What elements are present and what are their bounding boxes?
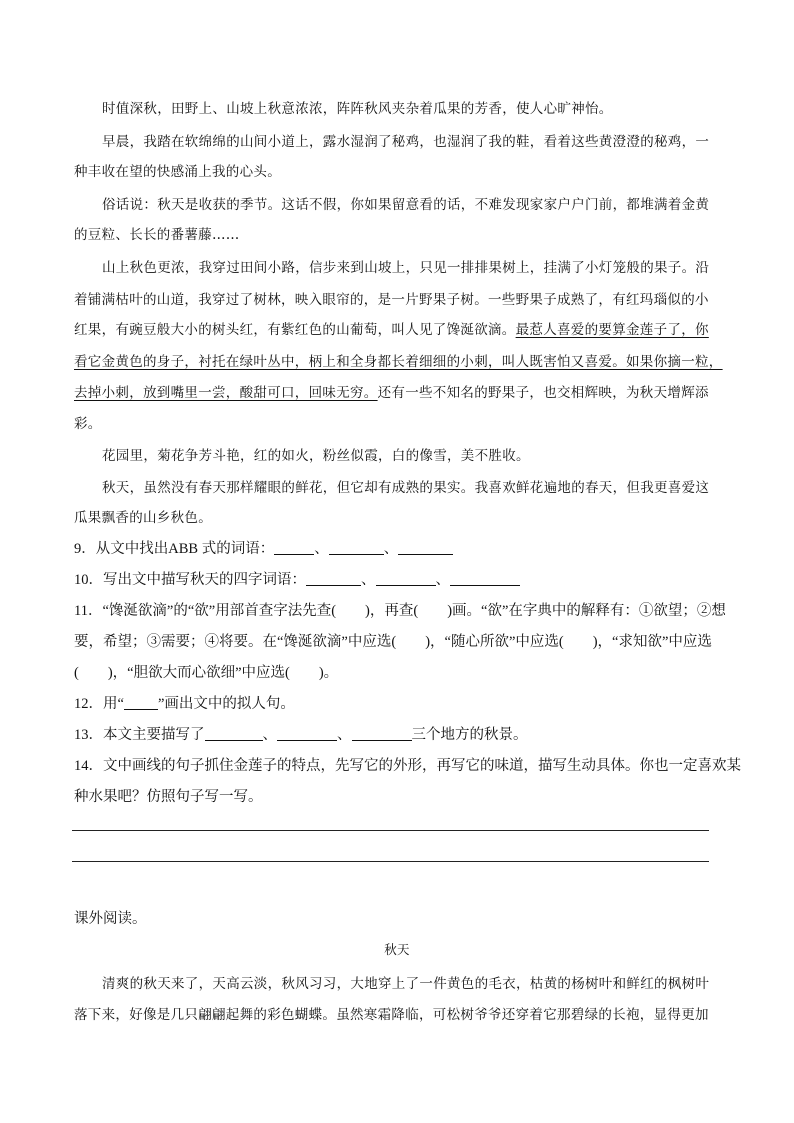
answer-writing-line[interactable] (72, 830, 709, 831)
answer-blank[interactable] (450, 571, 520, 586)
answer-blank[interactable] (274, 540, 314, 555)
underlined-sentence: 看它金黄色的身子，衬托在绿叶丛中，柄上和全身都长着细细的小刺，叫人既害怕又喜爱。如果你摘一粒， (74, 354, 723, 370)
separator: 、 (435, 572, 450, 588)
article-line-2: 落下来，好像是几只翩翩起舞的彩色蝴蝶。虽然寒霜降临，可松树爷爷还穿着它那碧绿的长袍，显得更加 (74, 1007, 709, 1023)
article-line-1: 清爽的秋天来了，天高云淡，秋风习习，大地穿上了一件黄色的毛衣，枯黄的杨树叶和鲜红的枫树叶 (102, 976, 710, 992)
question-13-text: 三个地方的秋景。 (411, 727, 528, 743)
passage-paragraph-4-line-4 (74, 350, 734, 370)
answer-blank[interactable] (352, 726, 412, 741)
question-9 (74, 537, 734, 558)
passage-text: 红果，有豌豆般大小的树头红，有紫红色的山葡萄，叫人见了馋涎欲滴。 (74, 322, 516, 338)
answer-writing-line[interactable] (72, 861, 709, 862)
passage-paragraph-6-line-1: 秋天，虽然没有春天那样耀眼的鲜花，但它却有成熟的果实。我喜欢鲜花遍地的春天，但我更喜爱这 (102, 480, 710, 496)
passage-paragraph-5: 花园里，菊花争芳斗艳，红的如火，粉丝似霞，白的像雪，美不胜收。 (102, 448, 530, 464)
question-12-text: ”画出文中的拟人句。 (157, 696, 295, 712)
answer-blank[interactable] (398, 540, 453, 555)
answer-blank[interactable] (329, 540, 384, 555)
passage-paragraph-4-line-2: 着铺满枯叶的山道，我穿过了树林，映入眼帘的，是一片野果子树。一些野果子成熟了，有红玛瑙似的小 (74, 292, 709, 308)
separator: 、 (314, 541, 329, 557)
question-9-text: 9．从文中找出ABB 式的词语： (74, 541, 275, 557)
underline-sample (124, 695, 158, 710)
passage-paragraph-3-line-1: 俗话说：秋天是收获的季节。这话不假，你如果留意看的话，不难发现家家户户门前，都堆满着金黄 (102, 197, 710, 213)
passage-paragraph-4-line-5 (74, 381, 734, 401)
passage-paragraph-3-line-2: 的豆粒、长长的番薯藤…… (74, 227, 240, 243)
question-10-text: 10．写出文中描写秋天的四字词语： (74, 572, 306, 588)
passage-paragraph-4-line-1: 山上秋色更浓，我穿过田间小路，信步来到山坡上，只见一排排果树上，挂满了小灯笼般的果子。沿 (102, 260, 710, 276)
passage-paragraph-4-line-6: 彩。 (74, 416, 102, 432)
question-12-text: 12．用“ (74, 696, 124, 712)
passage-text: 还有一些不知名的野果子，也交相辉映，为秋天增辉添 (377, 385, 709, 401)
question-13 (74, 723, 734, 744)
passage-paragraph-2-line-1: 早晨，我踏在软绵绵的山间小道上，露水湿润了秘鸡，也湿润了我的鞋，看着这些黄澄澄的秘鸡，一 (102, 134, 710, 150)
separator: 、 (262, 727, 277, 743)
question-11-line-2: 要，希望；③需要；④将要。在“馋涎欲滴”中应选( )，“随心所欲”中应选( )，“求知欲”中应选 (74, 634, 712, 650)
answer-blank[interactable] (205, 726, 263, 741)
question-11-line-3: ( )，“胆欲大而心欲细”中应选( )。 (74, 665, 339, 681)
passage-paragraph-2-line-2: 种丰收在望的快感涌上我的心头。 (74, 164, 281, 180)
underlined-sentence: 去掉小刺，放到嘴里一尝，酸甜可口，回味无穷。 (74, 385, 378, 401)
separator: 、 (383, 541, 399, 557)
passage-paragraph-6-line-2: 瓜果飘香的山乡秋色。 (74, 510, 212, 526)
underlined-sentence: 最惹人喜爱的要算金莲子了，你 (515, 322, 709, 338)
answer-blank[interactable] (306, 571, 361, 586)
answer-blank[interactable] (376, 571, 436, 586)
article-title: 秋天 (384, 942, 410, 957)
question-14-line-2: 种水果吧？仿照句子写一写。 (74, 789, 263, 805)
answer-blank[interactable] (277, 726, 337, 741)
separator: 、 (361, 572, 376, 588)
question-13-text: 13．本文主要描写了 (74, 727, 205, 743)
question-10 (74, 568, 734, 589)
passage-paragraph-4-line-3 (74, 318, 734, 338)
question-12 (74, 692, 734, 713)
section-heading: 课外阅读。 (74, 911, 147, 927)
question-11-line-1: 11．“馋涎欲滴”的“欲”用部首查字法先查( )，再查( )画。“欲”在字典中的解释有：①欲望；②想 (74, 603, 726, 619)
separator: 、 (337, 727, 352, 743)
passage-paragraph-1: 时值深秋，田野上、山坡上秋意浓浓，阵阵秋风夹杂着瓜果的芳香，使人心旷神怡。 (102, 101, 613, 117)
question-14-line-1: 14．文中画线的句子抓住金莲子的特点，先写它的外形，再写它的味道，描写生动具体。你也一定喜欢某 (74, 758, 741, 774)
